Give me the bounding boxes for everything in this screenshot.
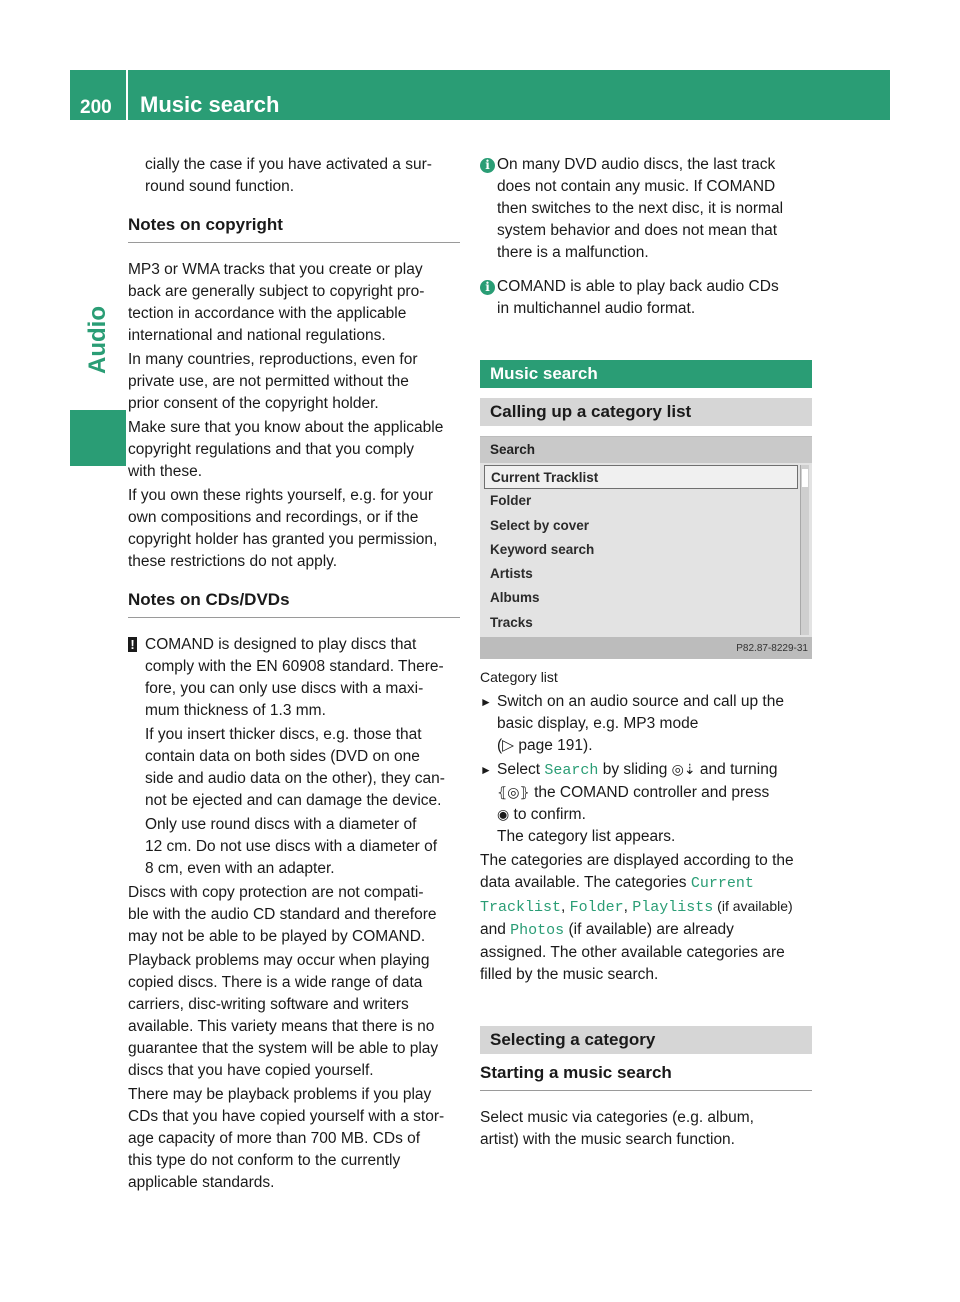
text-line: MP3 or WMA tracks that you create or play xyxy=(128,261,423,278)
scrollbar-thumb[interactable] xyxy=(802,469,808,487)
category-list-screenshot xyxy=(480,436,812,659)
page-title: Music search xyxy=(140,92,280,117)
text-line: discs that you have copied yourself. xyxy=(128,1062,374,1079)
text-line: side and audio data on the other), they can- xyxy=(145,770,445,787)
text-line: does not contain any music. If COMAND xyxy=(497,178,776,195)
categories-paragraph xyxy=(480,850,812,986)
cds-paragraph-1 xyxy=(128,882,460,948)
category-item-artists[interactable]: Artists xyxy=(490,566,533,582)
text-line: On many DVD audio discs, the last track xyxy=(497,156,776,173)
text-line: carriers, disc-writing software and writers xyxy=(128,996,409,1013)
page-number: 200 xyxy=(80,97,112,118)
slide-controller-icon: ◎⇣ xyxy=(671,762,696,778)
section-side-label-text: Audio xyxy=(84,306,112,374)
display-term-tracklist: Tracklist xyxy=(480,899,562,916)
text-line: CDs that you have copied yourself with a stor- xyxy=(128,1108,445,1125)
text-line: Playback problems may occur when playing xyxy=(128,952,430,969)
text-line: COMAND is able to play back audio CDs xyxy=(497,278,779,295)
text-line: round sound function. xyxy=(145,178,295,195)
instruction-step-1 xyxy=(480,691,812,757)
text-line: private use, are not permitted without the xyxy=(128,373,409,390)
text-line: Discs with copy protection are not compati- xyxy=(128,884,424,901)
display-term-photos: Photos xyxy=(510,922,565,939)
section-side-label xyxy=(70,290,126,390)
info-icon: i xyxy=(480,280,495,295)
display-term-folder: Folder xyxy=(569,899,624,916)
copyright-heading: Notes on copyright xyxy=(128,214,460,243)
text-line: 8 cm, even with an adapter. xyxy=(145,860,335,877)
text-line: Only use round discs with a diameter of xyxy=(145,816,417,833)
category-item-keyword-search[interactable]: Keyword search xyxy=(490,541,595,557)
text-line: these restrictions do not apply. xyxy=(128,553,338,570)
text-line: There may be playback problems if you play xyxy=(128,1086,432,1103)
text-line: contain data on both sides (DVD on one xyxy=(145,748,420,765)
music-search-section-band: Music search xyxy=(480,360,812,388)
text-line: assigned. The other available categories are xyxy=(480,944,785,961)
step-arrow-icon: ► xyxy=(480,695,492,709)
cds-paragraph-2 xyxy=(128,950,460,1082)
text-line: system behavior and does not mean that xyxy=(497,222,778,239)
text-line: international and national regulations. xyxy=(128,327,386,344)
figure-reference: P82.87-8229-31 xyxy=(736,643,808,654)
selecting-category-band: Selecting a category xyxy=(480,1026,812,1054)
text-line: In many countries, reproductions, even for xyxy=(128,351,418,368)
text-line: there is a malfunction. xyxy=(497,244,649,261)
text-line: copied discs. There is a wide range of data xyxy=(128,974,423,991)
left-column xyxy=(128,154,460,1194)
category-item-folder[interactable]: Folder xyxy=(490,493,532,509)
starting-search-paragraph xyxy=(480,1107,812,1151)
text-line: basic display, e.g. MP3 mode xyxy=(497,715,699,732)
step-arrow-icon: ► xyxy=(480,763,492,777)
category-item-current-tracklist[interactable]: Current Tracklist xyxy=(484,465,798,489)
header-divider xyxy=(126,70,128,120)
cds-heading: Notes on CDs/DVDs xyxy=(128,589,460,618)
calling-up-category-list-band: Calling up a category list xyxy=(480,398,812,426)
warning-icon: ! xyxy=(128,637,137,652)
text-line: COMAND is designed to play discs that xyxy=(145,636,417,653)
text-line: not be ejected and can damage the device. xyxy=(145,792,442,809)
text-line: this type do not conform to the currently xyxy=(128,1152,401,1169)
text-line: prior consent of the copyright holder. xyxy=(128,395,379,412)
text-line: copyright regulations and that you comply xyxy=(128,441,415,458)
text-span: (if available) are already xyxy=(564,921,734,938)
copyright-paragraph-3 xyxy=(128,417,460,483)
cds-paragraph-3 xyxy=(128,1084,460,1194)
display-term-current: Current xyxy=(690,875,754,892)
category-item-tracks[interactable]: Tracks xyxy=(490,614,533,630)
warning-note xyxy=(128,634,460,880)
text-line: cially the case if you have activated a sur- xyxy=(145,156,432,173)
category-list xyxy=(484,465,798,635)
text-line: Select music via categories (e.g. album, xyxy=(480,1109,754,1126)
text-line: back are generally subject to copyright pro- xyxy=(128,283,425,300)
copyright-paragraph-2 xyxy=(128,349,460,415)
text-line: artist) with the music search function. xyxy=(480,1131,735,1148)
text-line: tection in accordance with the applicable xyxy=(128,305,407,322)
step-result: The category list appears. xyxy=(497,828,676,845)
text-line: in multichannel audio format. xyxy=(497,300,696,317)
text-span: and turning xyxy=(695,761,778,778)
intro-paragraph xyxy=(128,154,460,198)
text-span: (if available) xyxy=(713,898,793,914)
screen-title: Search xyxy=(480,437,812,463)
text-line: filled by the music search. xyxy=(480,966,659,983)
instruction-step-2 xyxy=(480,759,812,848)
text-line: applicable standards. xyxy=(128,1174,275,1191)
turn-controller-icon: ⦃◎⦄ xyxy=(497,785,530,801)
text-line: with these. xyxy=(128,463,203,480)
press-controller-icon: ◉ xyxy=(497,807,510,823)
text-line: mum thickness of 1.3 mm. xyxy=(145,702,326,719)
text-span: , xyxy=(561,898,570,915)
figure-caption: Category list xyxy=(480,669,558,685)
text-line: age capacity of more than 700 MB. CDs of xyxy=(128,1130,421,1147)
text-line: copyright holder has granted you permission, xyxy=(128,531,438,548)
section-tab-marker xyxy=(70,410,126,466)
category-item-select-by-cover[interactable]: Select by cover xyxy=(490,517,590,533)
text-span: Select xyxy=(497,761,545,778)
right-column xyxy=(480,154,812,1151)
display-term-search: Search xyxy=(544,762,599,779)
text-line: Make sure that you know about the applicable xyxy=(128,419,444,436)
copyright-paragraph-1 xyxy=(128,259,460,347)
text-span: data available. The categories xyxy=(480,874,691,891)
display-term-playlists: Playlists xyxy=(632,899,714,916)
text-line: If you own these rights yourself, e.g. for your xyxy=(128,487,433,504)
text-line: 12 cm. Do not use discs with a diameter of xyxy=(145,838,438,855)
text-span: and xyxy=(480,921,511,938)
list-scrollbar[interactable] xyxy=(800,465,809,635)
page-reference-link[interactable]: (▷ page 191). xyxy=(497,737,593,754)
info-icon: i xyxy=(480,158,495,173)
text-span: the COMAND controller and press xyxy=(529,784,770,801)
text-span: by sliding xyxy=(598,761,672,778)
info-note-2 xyxy=(480,276,812,320)
text-line: guarantee that the system will be able to play xyxy=(128,1040,439,1057)
text-line: own compositions and recordings, or if the xyxy=(128,509,419,526)
text-line: comply with the EN 60908 standard. There- xyxy=(145,658,444,675)
text-span: , xyxy=(623,898,633,915)
starting-search-heading: Starting a music search xyxy=(480,1062,812,1091)
text-line: fore, you can only use discs with a maxi- xyxy=(145,680,424,697)
info-note-1 xyxy=(480,154,812,264)
text-line: ble with the audio CD standard and therefore xyxy=(128,906,437,923)
text-line: then switches to the next disc, it is normal xyxy=(497,200,784,217)
text-line: The categories are displayed according to the xyxy=(480,852,794,869)
text-line: may not be able to be played by COMAND. xyxy=(128,928,426,945)
text-line: If you insert thicker discs, e.g. those that xyxy=(145,726,422,743)
category-item-albums[interactable]: Albums xyxy=(490,590,540,606)
text-span: to confirm. xyxy=(509,806,586,823)
text-line: available. This variety means that there is no xyxy=(128,1018,435,1035)
text-line: Switch on an audio source and call up the xyxy=(497,693,784,710)
copyright-paragraph-4 xyxy=(128,485,460,573)
